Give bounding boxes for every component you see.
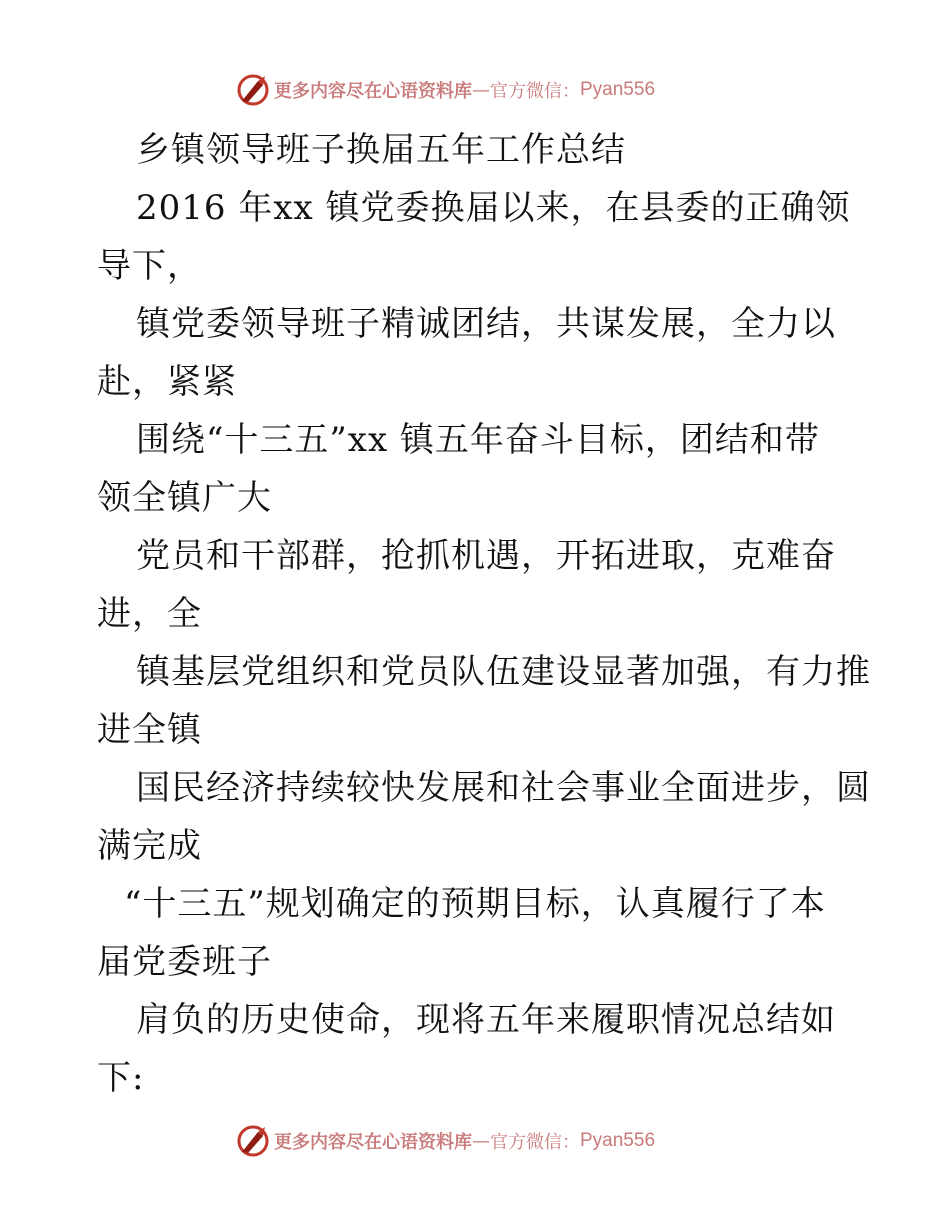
watermark-separator: — (472, 1130, 490, 1152)
watermark-text: 更多内容尽在心语资料库 (274, 81, 472, 102)
watermark-wechat-label: 官方微信： (490, 81, 580, 102)
paragraph-line: 届党委班子 (97, 942, 272, 982)
watermark-wechat-id: Pyan556 (580, 1130, 656, 1151)
quill-pen-logo-icon (236, 73, 270, 107)
paragraph-line: 镇党委领导班子精诚团结，共谋发展，全力以 (136, 304, 836, 344)
footer-watermark (236, 1123, 655, 1159)
paragraph-line: 满完成 (97, 826, 202, 866)
document-title: 乡镇领导班子换届五年工作总结 (136, 130, 626, 170)
paragraph-line: 进全镇 (97, 710, 202, 750)
header-watermark (236, 72, 655, 108)
watermark-text: 更多内容尽在心语资料库 (274, 1132, 472, 1153)
paragraph-line: 领全镇广大 (97, 478, 272, 518)
paragraph-line: 2016 年xx 镇党委换届以来，在县委的正确领 (136, 188, 851, 228)
paragraph-line: “十三五”规划确定的预期目标，认真履行了本 (124, 884, 826, 924)
paragraph-line: 赴，紧紧 (97, 362, 237, 402)
watermark-separator: — (472, 79, 490, 101)
quill-pen-logo-icon (236, 1124, 270, 1158)
paragraph-line: 肩负的历史使命，现将五年来履职情况总结如 (136, 1000, 836, 1040)
paragraph-line: 国民经济持续较快发展和社会事业全面进步，圆 (136, 768, 871, 808)
paragraph-line: 导下， (97, 246, 202, 286)
watermark-wechat-label: 官方微信： (490, 1132, 580, 1153)
paragraph-line: 围绕“十三五”xx 镇五年奋斗目标，团结和带 (136, 420, 820, 460)
paragraph-line: 镇基层党组织和党员队伍建设显著加强，有力推 (136, 652, 871, 692)
paragraph-line: 党员和干部群，抢抓机遇，开拓进取，克难奋 (136, 536, 836, 576)
paragraph-line: 进，全 (97, 594, 202, 634)
watermark-wechat-id: Pyan556 (580, 79, 656, 100)
paragraph-line: 下: (97, 1058, 145, 1098)
